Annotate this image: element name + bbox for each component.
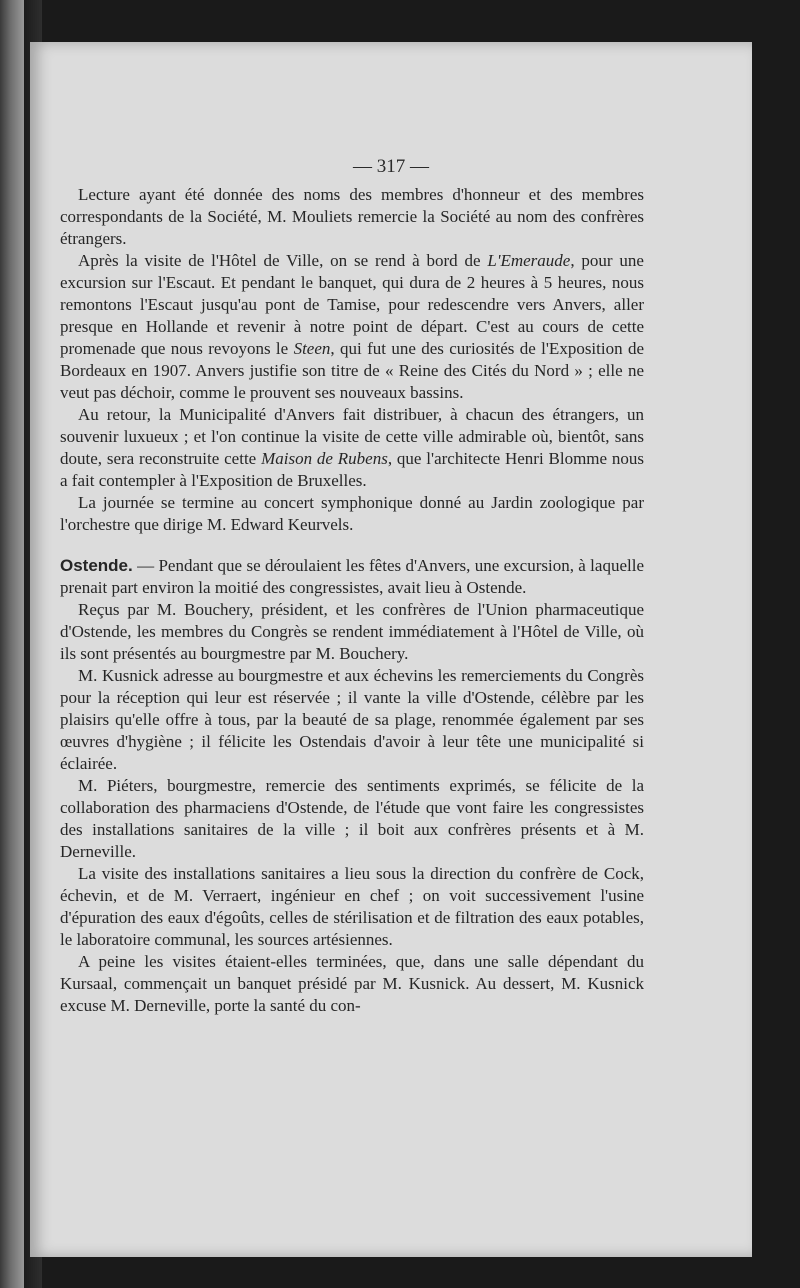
paragraph: Au retour, la Municipalité d'Anvers fait distribuer, à chacun des étrangers, un souvenir luxueux ; et l'on continue la visite de cette ville admirable où, bientôt, sans doute, sera reconstruite cette Maison de Rubens, que l'architecte Henri Blomme nous a fait contempler à l'Exposition de Bruxelles.	[60, 405, 645, 490]
paragraph: Après la visite de l'Hôtel de Ville, on se rend à bord de L'Emeraude, pour une excursion sur l'Escaut. Et pendant le banquet, qui dura de 2 heures à 5 heures, nous remontons l'Escaut jusqu'au pont de Tamise, pour redescendre vers Anvers, aller presque en Hollande et revenir à notre point de départ. C'est au cours de cette promenade que nous revoyons le Steen, qui fut une des curiosités de l'Exposition de Bordeaux en 1907. Anvers justifie son titre de « Reine des Cités du Nord » ; elle ne veut pas déchoir, comme le prouvent ses nouveaux bassins.	[60, 251, 644, 402]
paragraph: Ostende. — Pendant que se déroulaient les fêtes d'Anvers, une excursion, à laquelle prenait part environ la moitié des congressistes, avait lieu à Ostende.	[60, 556, 644, 597]
body-text	[60, 184, 644, 1017]
section-heading: Ostende.	[60, 556, 133, 575]
page-number: — 317 —	[353, 156, 429, 177]
facing-page-edge	[0, 0, 24, 1288]
section-ostende	[60, 555, 644, 1017]
section-spacer	[60, 536, 644, 555]
italic-title: Maison de Rubens	[261, 449, 388, 468]
book-page	[30, 42, 752, 1257]
italic-title: L'Emeraude	[487, 251, 571, 270]
paragraph: M. Kusnick adresse au bourgmestre et aux échevins les remerciements du Congrès pour la réception qui leur est réservée ; il vante la ville d'Ostende, célèbre par les plaisirs qu'elle offre à tous, par la beauté de sa plage, renommée également par ses œuvres d'hygiène ; il félicite les Ostendais d'avoir à leur tête une municipalité si éclairée.	[60, 666, 644, 773]
italic-title: Steen	[293, 339, 331, 358]
paragraph: Reçus par M. Bouchery, président, et les confrères de l'Union pharmaceutique d'Ostende, les membres du Congrès se rendent immédiatement à l'Hôtel de Ville, où ils sont présentés au bourgmestre par M. Bouchery.	[60, 600, 644, 663]
paragraph: La visite des installations sanitaires a lieu sous la direction du confrère de Cock, échevin, et de M. Verraert, ingénieur en chef ; on voit successivement l'usine d'épuration des eaux d'égoûts, celles de stérilisation et de filtration des eaux potables, le laboratoire communal, les sources artésiennes.	[60, 864, 644, 949]
paragraph: Lecture ayant été donnée des noms des membres d'honneur et des membres correspondants de la Société, M. Mouliets remercie la Société au nom des confrères étrangers.	[60, 185, 644, 248]
paragraph: A peine les visites étaient-elles terminées, que, dans une salle dépendant du Kursaal, commençait un banquet présidé par M. Kusnick. Au dessert, M. Kusnick excuse M. Derneville, porte la santé du con-	[60, 952, 644, 1015]
section-antwerp	[60, 184, 644, 536]
paragraph: La journée se termine au concert symphonique donné au Jardin zoologique par l'orchestre que dirige M. Edward Keurvels.	[60, 493, 644, 534]
paragraph: M. Piéters, bourgmestre, remercie des sentiments exprimés, se félicite de la collaboration des pharmaciens d'Ostende, de l'étude que vont faire les congressistes des installations sanitaires de la ville ; il boit aux confrères présents et à M. Derneville.	[60, 776, 644, 861]
